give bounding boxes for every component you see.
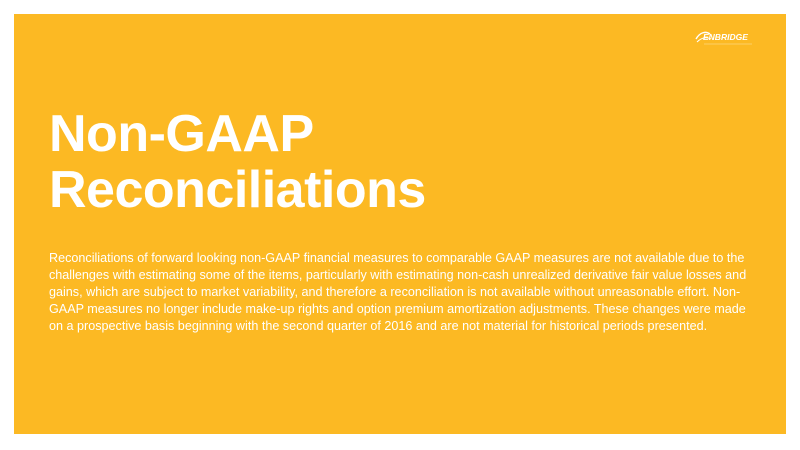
title-line-1: Non-GAAP <box>49 105 314 163</box>
title-line-2: Reconciliations <box>49 161 426 219</box>
body-paragraph: Reconciliations of forward looking non-GAAP financial measures to comparable GAAP measures are not available due to the challenges with estimating some of the items, particularly with estimating non-cash unrealized derivative fair value losses and gains, which are subject to market variability, and therefore a reconciliation is not available without unreasonable effort. Non-GAAP measures no longer include make-up rights and option premium amortization adjustments. These changes were made on a prospective basis beginning with the second quarter of 2016 and are not material for historical periods presented. <box>49 251 747 333</box>
enbridge-logo-icon <box>694 28 758 48</box>
enbridge-logo <box>694 28 758 48</box>
slide <box>14 14 786 434</box>
page-title <box>49 106 426 218</box>
logo-text: ENBRIDGE <box>703 32 748 42</box>
